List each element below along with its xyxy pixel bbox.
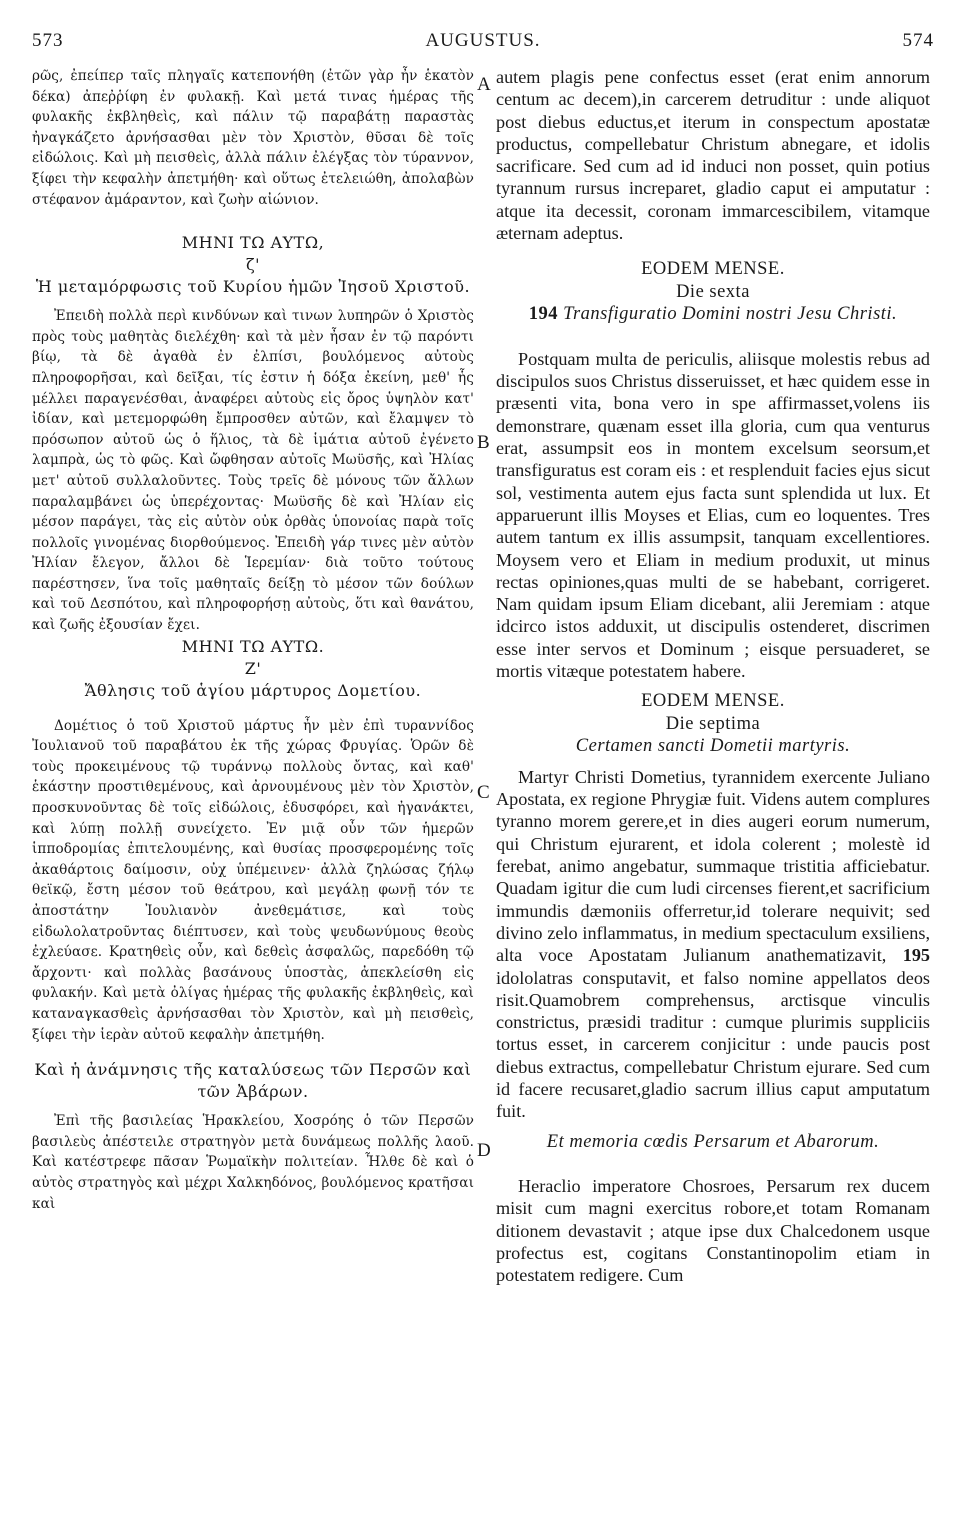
latin-section1-month: EODEM MENSE. (641, 259, 785, 280)
latin-section1-day: Die sexta (676, 281, 750, 302)
latin-section2-day: Die septima (665, 713, 761, 734)
left-page-number: 573 (32, 30, 64, 51)
greek-intro-paragraph: ρῶς, ἐπείπερ ταῖς πληγαῖς κατεπονήθη (ἐτῶν γὰρ ἦν ἑκατὸν δέκα) ἀπεῤῥίφη ἐν φυλακῇ. Καὶ μετά τινας ἡμέρας τῆς φυλακῆς ἐκβληθεὶς, καὶ πάλιν τῷ παραβάτῃ παραστὰς ἠναγκάζετο ἀρνήσασθαι μὲν τὸν Χριστὸν, θῦσαι δὲ τοῖς εἰδώλοις. Καὶ μὴ πεισθεὶς, ἀλλὰ πάλιν ἐλέγξας τὸν τύραννον, ξίφει τὴν κεφαλὴν ἀπετμήθη· καὶ οὕτως ἐτελειώθη, ἀπολαβὼν στέφανον ἀμάραντον, καὶ ζωὴν αἰώνιον. (32, 68, 474, 208)
margin-marker-b: B (477, 432, 490, 453)
margin-marker-a: A (477, 74, 491, 95)
greek-section2-body: Δομέτιος ὁ τοῦ Χριστοῦ μάρτυς ἦν μὲν ἐπὶ τυραννίδος Ἰουλιανοῦ τοῦ παραβάτου ἐκ τῆς χώρας Φρυγίας. Ὁρῶν δὲ τοὺς προκειμένους τῷ τυράννῳ πολλοὺς ὄντας, καὶ καθ' ἑκάστην προστιθεμένους, καὶ ἀρνουμένους μὲν τὸν Χριστὸν, προσκυνοῦντας δὲ τοῖς εἰδώλοις, ἐδυσφόρει, καὶ ἠγανάκτει, καὶ λύπῃ πολλῇ συνείχετο. Ἐν μιᾷ οὖν τῶν ἡμερῶν ἱπποδρομίας ἐπιτελουμένης, καὶ θυσίας προσφερομένης τοῖς ἀκαθάρτοις δαίμοσιν, οὐχ ὑπέμεινεν· ἀλλὰ ζηλώσας ζήλῳ θεϊκῷ, ἔστη μέσον τοῦ θεάτρου, καὶ μεγάλῃ φωνῇ τόν τε ἀποστάτην Ἰουλιανὸν ἀνεθεμάτισε, καὶ τοὺς εἰδωλολατροῦντας διέπτυσεν, καὶ τοὺς ψευδωνύμους θεοὺς ἐχλεύασε. Κρατηθεὶς οὖν, καὶ δεθεὶς ἀσφαλῶς, παρεδόθη τῷ ἄρχοντι· καὶ πολλὰς βασάνους ὑποστὰς, ἀπεκλείσθη εἰς φυλακήν. Καὶ μετὰ ὀλίγας ἡμέρας τῆς φυλακῆς ἐκβληθεὶς, καὶ καταναγκασθεὶς ἀρνήσασθαι τὸν Χριστὸν, καὶ μὴ πεισθεὶς, ξίφει τὴν ἱερὰν αὐτοῦ κεφαλὴν ἀπετμήθη. (32, 717, 474, 1043)
latin-section3-body: Heraclio imperatore Chosroes, Persarum rex ducem misit cum magni exercitus robore,et totam Romanam ditionem devastavit ; atque ipse dux Chalcedonem usque profectus est, cogitans Constantinopolim etiam in potestatem redigere. Cum (496, 1176, 930, 1286)
margin-marker-d: D (477, 1140, 491, 1161)
latin-section1-body: Postquam multa de periculis, aliisque molestis rebus ad discipulos suos Christus disseruisset, et hæc quidem esse in præsenti vita, bona vero in spe affirmasset,volens iis demonstrare, quænam esset illa gloria, cum qua venturus erat, assumpsit eos in montem excelsum seorsum,et transfiguratus est coram eis : et resplenduit facies ejus sicut sol, vestimenta autem ejus facta sunt splendida ut lux. Et apparuerunt illis Moyses et Elias, cum eo loquentes. Tres autem tantum ex illis assumpsit, tanquam excellentiores. Moysem vero et Eliam in medium produxit, ut minus rectas opiniones,quas multi de se habebant, corrigeret. Nam quidam ipsum Eliam dicebant, alii Jeremiam : atque idcirco istos adduxit, ut discipulis ostenderet, discrimen esse inter servos et Dominum ; eisque persuaderet, se mortis vitæque potestatem habere. (496, 348, 930, 682)
latin-section2-body-part2: idololatras consputavit, et falso nomine appellatos deos risit.Quamobrem comprehensus, arctisque vinculis constrictus, præsidi traditur : cumque plurimis suppliciis tortus esset, in carcerem conjicitur : unde paucis post diebus extractus, compellebatur Christum ejurare. Sed cum id facere recusaret,gladio sacrum illius caput amputatum fuit. (496, 967, 930, 1122)
running-title: AUGUSTUS. (425, 30, 541, 51)
greek-section2-title: Ἄθλησις τοῦ ἁγίου μάρτυρος Δομετίου. (84, 680, 422, 700)
greek-section3-title: Καὶ ἡ ἀνάμνησις τῆς καταλύσεως τῶν Περσῶν καὶ τῶν Ἀβάρων. (34, 1060, 472, 1102)
greek-section2-day: Ζ' (244, 658, 262, 678)
latin-column (496, 66, 930, 1540)
greek-section1-body: Ἐπειδὴ πολλὰ περὶ κινδύνων καὶ τινων λυπηρῶν ὁ Χριστὸς πρὸς τοὺς μαθητὰς διελέχθη· καὶ τὰ μὲν ἦσαν ἐν τῷ παρόντι βίῳ, τὰ δὲ ἀγαθὰ ἐν ἐλπίσι, βουλόμενος αὐτοὺς πληροφορῆσαι, καὶ δεῖξαι, τίς ἐστιν ἡ δόξα ἐκείνη, μεθ' ἧς μέλλει παραγενέσθαι, ἀναφέρει αὐτοὺς εἰς ὄρος ὑψηλὸν κατ' ἰδίαν, καὶ μετεμορφώθη ἔμπροσθεν αὐτῶν, καὶ ἔλαμψεν τὸ πρόσωπον αὐτοῦ ὡς ὁ ἥλιος, τὰ δὲ ἱμάτια αὐτοῦ ἐγένετο λαμπρὰ, ὡς τὸ φῶς. Καὶ ὤφθησαν αὐτοῖς Μωϋσῆς, καὶ Ἠλίας μετ' αὐτοῦ συλλαλοῦντες. Τοὺς τρεῖς δὲ μόνους τῶν ἄλλων παραλαμβάνει ὡς ὑπερέχοντας· Μωϋσῆς δὲ καὶ Ἠλίαν εἰς μέσον παράγει, τὰς εἰς αὐτὸν οὐκ ὀρθὰς ὑπονοίας παρὰ τοῖς πολλοῖς γινομένας διορθούμενος. Ἐπειδὴ γάρ τινες μὲν αὐτὸν Ἠλίαν ἔλεγον, ἄλλοι δὲ Ἱερεμίαν· διὰ τοῦτο τούτους παρέστησεν, ἵνα τοῖς μαθηταῖς δείξῃ τὸ μέσον τῶν δούλων καὶ τοῦ Δεσπότου, καὶ πληροφορήσῃ αὐτοὺς, ὅτι καὶ θανάτου, καὶ ζωῆς ἐξουσίαν ἔχει. (32, 308, 474, 634)
greek-section1-title: Ἡ μεταμόρφωσις τοῦ Κυρίου ἡμῶν Ἰησοῦ Χριστοῦ. (35, 277, 471, 297)
margin-markers (474, 0, 494, 1540)
latin-section2-title: Certamen sancti Dometii martyris. (575, 736, 851, 757)
greek-section3-body: Ἐπὶ τῆς βασιλείας Ἡρακλείου, Χοσρόης ὁ τῶν Περσῶν βασιλεὺς ἀπέστειλε στρατηγὸν μετὰ δυνάμεως πολλῆς λαοῦ. Καὶ κατέστρεφε πᾶσαν Ῥωμαϊκὴν πολιτείαν. Ἦλθε δὲ καὶ ὁ αὐτὸς στρατηγὸς καὶ μέχρι Χαλκηδόνος, βουλόμενος κρατῆσαι καὶ (32, 1113, 474, 1212)
latin-section1-column-number: 194 (528, 304, 559, 325)
latin-section2-body (496, 766, 930, 1123)
latin-section2-body-part1: Martyr Christi Dometius, tyrannidem exercente Juliano Apostata, ex regione Phrygiæ fuit. Videns autem complures tyranno morem gerere,et in dies augeri eorum numerum, qui Christum ejurarent, et idola colerent ; molestè id ferebat, animo angebatur, summaque tristitia afficiebatur. Quadam igitur die cum ludi circenses fierent,et sacrificium immundis dæmoniis offerretur,id tolerare nequivit; sed divino zelo inflammatus, in medium spectaculum exsiliens, alta voce Apostatam Julianum anathematizavit, (496, 766, 930, 966)
right-page-number: 574 (902, 30, 934, 51)
margin-marker-c: C (477, 782, 490, 803)
latin-section1-heading (496, 303, 930, 326)
latin-section2-column-number: 195 (902, 945, 930, 966)
greek-section1-month: ΜΗΝΙ ΤΩ ΑΥΤΩ, (181, 233, 325, 253)
greek-section1-day: ζ' (245, 255, 261, 275)
latin-section2-month: EODEM MENSE. (641, 691, 785, 712)
greek-column (32, 66, 474, 1540)
latin-intro-paragraph: autem plagis pene confectus esset (erat enim annorum centum ac decem),in carcerem detruditur : unde aliquot post diebus eductus,et iterum in conspectum apostatæ productus, compellebatur Christum abnegare, et idolis sacrificare. Sed cum ad id induci non posset, quin potius tyrannum rursus increparet, gladio caput ei amputatur : atque ita decessit, coronam immarcescibilem, vitamque æternam adeptus. (496, 67, 930, 244)
latin-section1-title: Transfiguratio Domini nostri Jesu Christi. (563, 304, 898, 325)
greek-section2-month: ΜΗΝΙ ΤΩ ΑΥΤΩ. (181, 636, 325, 656)
latin-section3-title: Et memoria cœdis Persarum et Abarorum. (546, 1131, 880, 1152)
